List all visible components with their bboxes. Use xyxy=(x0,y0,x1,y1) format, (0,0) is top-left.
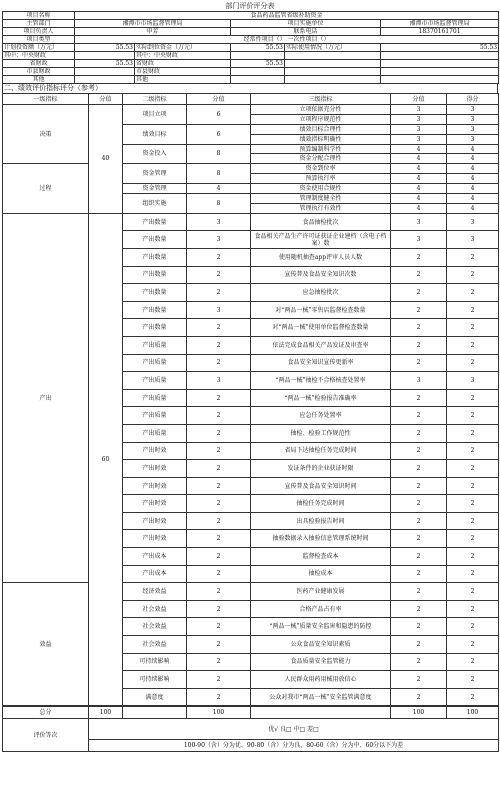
got-cell: 2 xyxy=(447,248,499,266)
s3-cell: 4 xyxy=(391,174,447,184)
group-decision: 决策 xyxy=(3,105,89,164)
l2-cell: 产出数量 xyxy=(123,266,187,284)
l2-cell: 可持续影响 xyxy=(123,671,187,689)
l3-cell: 医药产业健康发展 xyxy=(251,583,391,601)
s2-cell: 2 xyxy=(187,319,251,337)
s2-cell: 8 xyxy=(187,164,251,184)
got-cell: 4 xyxy=(447,174,499,184)
got-cell: 3 xyxy=(447,213,499,231)
s3-cell: 2 xyxy=(391,389,447,407)
s2-cell: 3 xyxy=(187,213,251,231)
s3-cell: 2 xyxy=(391,266,447,284)
page-title: 部门评价评分表 xyxy=(225,2,275,10)
l3-cell: 出具检验报告时间 xyxy=(251,512,391,530)
s3-cell: 2 xyxy=(391,354,447,372)
s2-cell: 2 xyxy=(187,477,251,495)
got-cell: 4 xyxy=(447,194,499,204)
s3-cell: 2 xyxy=(391,565,447,583)
s3-cell: 2 xyxy=(391,460,447,478)
s3-cell: 2 xyxy=(391,548,447,566)
s2-cell: 3 xyxy=(187,372,251,390)
l3-cell: 对“两品一械”使用单位监督检查数量 xyxy=(251,319,391,337)
table-header xyxy=(3,94,499,105)
l3-cell: 使用随机抽查app评审人员人数 xyxy=(251,248,391,266)
got-cell: 2 xyxy=(447,495,499,513)
got-cell: 4 xyxy=(447,154,499,164)
l3-cell: 食品相关产品生产许可证获证企业建档（含电子档案）数 xyxy=(251,231,391,249)
l3-cell: 合格产品占有率 xyxy=(251,600,391,618)
grade-options: 优√ 良□ 中□ 差□ xyxy=(89,719,499,740)
l3-cell: 抽检、检验工作规范性 xyxy=(251,424,391,442)
l2-cell: 产出时效 xyxy=(123,530,187,548)
l2-cell: 经济效益 xyxy=(123,583,187,601)
l3-cell: 监督检查成本 xyxy=(251,548,391,566)
l2-cell: 社会效益 xyxy=(123,600,187,618)
s3-cell: 2 xyxy=(391,248,447,266)
dept-value: 湘潭市市场监督管理局 xyxy=(75,20,231,28)
l3-cell: 资金分配合理性 xyxy=(251,154,391,164)
got-cell: 4 xyxy=(447,164,499,174)
grade-label: 评价等次 xyxy=(3,719,89,752)
prov-value: 55.53 xyxy=(75,60,135,68)
l2-cell: 绩效目标 xyxy=(123,124,187,144)
s3-cell: 3 xyxy=(391,134,447,144)
got-cell: 2 xyxy=(447,354,499,372)
l3-cell: 食品安全知识宣传更新率 xyxy=(251,354,391,372)
got-cell: 3 xyxy=(447,114,499,124)
group-process: 过程 xyxy=(3,164,89,213)
s3-cell: 3 xyxy=(391,372,447,390)
l2-cell: 产出质量 xyxy=(123,372,187,390)
got-cell: 2 xyxy=(447,618,499,636)
l3-cell: 应急任务处置率 xyxy=(251,407,391,425)
phone-label: 联系电话 xyxy=(231,28,381,36)
header-got: 得分 xyxy=(447,94,499,105)
group-effect: 效益 xyxy=(3,583,89,706)
s3-cell: 3 xyxy=(391,114,447,124)
s3-cell: 2 xyxy=(391,653,447,671)
l2-cell: 产出质量 xyxy=(123,336,187,354)
l3-cell: 发证条件的企业获证时限 xyxy=(251,460,391,478)
got-cell: 3 xyxy=(447,231,499,249)
s2-cell: 2 xyxy=(187,671,251,689)
l3-cell: 管理执行有效性 xyxy=(251,203,391,213)
s2-cell: 2 xyxy=(187,389,251,407)
got-cell: 3 xyxy=(447,134,499,144)
l2-cell: 组织实施 xyxy=(123,194,187,214)
got-cell: 4 xyxy=(447,203,499,213)
l2-cell: 产出数量 xyxy=(123,248,187,266)
other-label-2: 其他 xyxy=(135,76,231,84)
s2-cell: 6 xyxy=(187,124,251,144)
s2-cell: 2 xyxy=(187,618,251,636)
s3-cell: 3 xyxy=(391,231,447,249)
got-cell: 2 xyxy=(447,407,499,425)
usage-label: 实际使用情况（万元） xyxy=(285,44,381,52)
prov-label-2: 省财政 xyxy=(135,60,231,68)
s2-cell: 2 xyxy=(187,530,251,548)
l2-cell: 产出质量 xyxy=(123,354,187,372)
s3-cell: 3 xyxy=(391,105,447,115)
total-got: 100 xyxy=(447,707,499,719)
got-cell: 2 xyxy=(447,671,499,689)
s3-cell: 4 xyxy=(391,144,447,154)
got-cell: 2 xyxy=(447,600,499,618)
header-score: 分值 xyxy=(89,94,123,105)
header-score3: 分值 xyxy=(391,94,447,105)
s2-cell: 2 xyxy=(187,688,251,706)
l3-cell: 人民群众用药用械用放信心 xyxy=(251,671,391,689)
l3-cell: 抽检成本 xyxy=(251,565,391,583)
l2-cell: 产出时效 xyxy=(123,512,187,530)
s3-cell: 2 xyxy=(391,618,447,636)
leader-value: 申芳 xyxy=(75,28,231,36)
l2-cell: 社会效益 xyxy=(123,636,187,654)
header-score2: 分值 xyxy=(187,94,251,105)
s3-cell: 2 xyxy=(391,407,447,425)
l2-cell: 产出数量 xyxy=(123,213,187,231)
l2-cell: 产出质量 xyxy=(123,424,187,442)
group-score-60: 60 xyxy=(89,213,123,706)
total-score-1: 100 xyxy=(89,707,123,719)
l3-cell: 预算执行率 xyxy=(251,174,391,184)
s2-cell: 4 xyxy=(187,184,251,194)
s3-cell: 2 xyxy=(391,600,447,618)
s3-cell: 2 xyxy=(391,284,447,302)
l2-cell: 满意度 xyxy=(123,688,187,706)
s3-cell: 4 xyxy=(391,164,447,174)
l2-cell: 产出成本 xyxy=(123,565,187,583)
prov-value-2: 55.53 xyxy=(231,60,285,68)
l3-cell: 宣传普及食品安全知识次数 xyxy=(251,266,391,284)
table-row xyxy=(3,105,499,115)
l2-cell: 产出数量 xyxy=(123,231,187,249)
got-cell: 4 xyxy=(447,184,499,194)
s3-cell: 3 xyxy=(391,124,447,134)
s2-cell: 8 xyxy=(187,194,251,214)
s3-cell: 4 xyxy=(391,184,447,194)
s2-cell: 2 xyxy=(187,636,251,654)
l2-cell: 产出质量 xyxy=(123,389,187,407)
l3-cell: 抽验数据录入抽验信息管理系统时间 xyxy=(251,530,391,548)
got-cell: 2 xyxy=(447,512,499,530)
s3-cell: 2 xyxy=(391,477,447,495)
type-label: 项目类型 xyxy=(3,36,75,44)
l2-cell: 产出数量 xyxy=(123,284,187,302)
got-cell: 2 xyxy=(447,389,499,407)
l3-cell: 立项依据充分性 xyxy=(251,105,391,115)
l3-cell: 食品质量安全监管能力 xyxy=(251,653,391,671)
s2-cell: 8 xyxy=(187,144,251,164)
s2-cell: 3 xyxy=(187,301,251,319)
l3-cell: 绩效指标明确性 xyxy=(251,134,391,144)
s3-cell: 4 xyxy=(391,154,447,164)
s3-cell: 2 xyxy=(391,636,447,654)
leader-label: 项目负责人 xyxy=(3,28,75,36)
actual-value: 55.53 xyxy=(231,44,285,52)
l2-cell: 产出成本 xyxy=(123,548,187,566)
l2-cell: 项目立项 xyxy=(123,105,187,125)
type-value: 经常性项目（） 一次性项目（） xyxy=(75,36,499,44)
l3-cell: 食品抽检批次 xyxy=(251,213,391,231)
city-label: 市县财政 xyxy=(3,68,75,76)
l2-cell: 资金管理 xyxy=(123,164,187,184)
got-cell: 2 xyxy=(447,460,499,478)
s3-cell: 2 xyxy=(391,671,447,689)
indicator-table xyxy=(2,93,499,706)
s2-cell: 2 xyxy=(187,248,251,266)
central-label-2: 其中：中央财政 xyxy=(135,52,231,60)
got-cell: 2 xyxy=(447,565,499,583)
got-cell: 2 xyxy=(447,636,499,654)
l3-cell: 抽检任务完成时间 xyxy=(251,495,391,513)
got-cell: 2 xyxy=(447,548,499,566)
l3-cell: 资金使用合规性 xyxy=(251,184,391,194)
s2-cell: 2 xyxy=(187,495,251,513)
s2-cell: 2 xyxy=(187,284,251,302)
plan-value: 55.53 xyxy=(75,44,135,52)
l2-cell: 资金投入 xyxy=(123,144,187,164)
got-cell: 2 xyxy=(447,442,499,460)
got-cell: 2 xyxy=(447,583,499,601)
s3-cell: 2 xyxy=(391,442,447,460)
s2-cell: 2 xyxy=(187,600,251,618)
l3-cell: 对“两品一械”零售店监督检查数量 xyxy=(251,301,391,319)
project-name-label: 项目名称 xyxy=(3,12,75,20)
got-cell: 2 xyxy=(447,653,499,671)
l2-cell: 产出时效 xyxy=(123,495,187,513)
total-score-2: 100 xyxy=(187,707,251,719)
s2-cell: 6 xyxy=(187,105,251,125)
l3-cell: “两品一械”抽检不合格核查处置率 xyxy=(251,372,391,390)
l2-cell: 社会效益 xyxy=(123,618,187,636)
got-cell: 2 xyxy=(447,301,499,319)
plan-label: 计划投资额（万元） xyxy=(3,44,75,52)
got-cell: 3 xyxy=(447,105,499,115)
got-cell: 2 xyxy=(447,266,499,284)
evaluation-sheet xyxy=(2,1,498,801)
l2-cell: 可持续影响 xyxy=(123,653,187,671)
table-row xyxy=(3,583,499,601)
s3-cell: 2 xyxy=(391,424,447,442)
usage-value: 55.53 xyxy=(381,44,499,52)
got-cell: 3 xyxy=(447,372,499,390)
got-cell: 2 xyxy=(447,319,499,337)
group-output: 产出 xyxy=(3,213,89,582)
s2-cell: 2 xyxy=(187,460,251,478)
prov-label: 省财政 xyxy=(3,60,75,68)
l2-cell: 产出数量 xyxy=(123,301,187,319)
header-l2: 二级指标 xyxy=(123,94,187,105)
l3-cell: 预算编制科学性 xyxy=(251,144,391,154)
s3-cell: 4 xyxy=(391,194,447,204)
s2-cell: 3 xyxy=(187,231,251,249)
group-score-40: 40 xyxy=(89,105,123,214)
l3-cell: 公众对我市“两品一械”安全监管满意度 xyxy=(251,688,391,706)
s3-cell: 2 xyxy=(391,495,447,513)
s3-cell: 2 xyxy=(391,301,447,319)
l3-cell: 宣传普及食品安全知识时间 xyxy=(251,477,391,495)
got-cell: 2 xyxy=(447,284,499,302)
l3-cell: “两品一械”质量安全监害和隐患的防控 xyxy=(251,618,391,636)
s2-cell: 2 xyxy=(187,583,251,601)
total-score-3: 100 xyxy=(391,707,447,719)
l3-cell: 绩效目标合理性 xyxy=(251,124,391,134)
project-name: 食品药品监管省级补助资金 xyxy=(75,12,499,20)
got-cell: 2 xyxy=(447,688,499,706)
got-cell: 2 xyxy=(447,477,499,495)
l2-cell: 资金管理 xyxy=(123,184,187,194)
l3-cell: 依法完成食品相关产品发证及审查率 xyxy=(251,336,391,354)
l3-cell: “两品一械”检验报告准确率 xyxy=(251,389,391,407)
s3-cell: 2 xyxy=(391,319,447,337)
project-info-table xyxy=(2,11,499,84)
s2-cell: 2 xyxy=(187,407,251,425)
total-label: 总分 xyxy=(3,707,89,719)
l3-cell: 资金到位率 xyxy=(251,164,391,174)
s3-cell: 3 xyxy=(391,213,447,231)
l2-cell: 产出数量 xyxy=(123,319,187,337)
l3-cell: 管理制度健全性 xyxy=(251,194,391,204)
got-cell: 4 xyxy=(447,144,499,154)
s3-cell: 2 xyxy=(391,336,447,354)
l3-cell: 公众食品安全知识素质 xyxy=(251,636,391,654)
section-heading: 二、绩效评价指标评分（参考） xyxy=(2,84,498,93)
s2-cell: 2 xyxy=(187,442,251,460)
l2-cell: 产出质量 xyxy=(123,407,187,425)
got-cell: 2 xyxy=(447,424,499,442)
got-cell: 2 xyxy=(447,530,499,548)
got-cell: 3 xyxy=(447,124,499,134)
actual-label: 实际到位资金（万元） xyxy=(135,44,231,52)
impl-unit-value: 湘潭市市场监督管理局 xyxy=(381,20,499,28)
s2-cell: 2 xyxy=(187,565,251,583)
s3-cell: 2 xyxy=(391,583,447,601)
header-l1: 一级指标 xyxy=(3,94,89,105)
s3-cell: 2 xyxy=(391,688,447,706)
s2-cell: 2 xyxy=(187,424,251,442)
central-label: 其中：中央财政 xyxy=(3,52,75,60)
l3-cell: 立项程序规范性 xyxy=(251,114,391,124)
grade-row xyxy=(3,719,499,740)
l2-cell: 产出时效 xyxy=(123,442,187,460)
l3-cell: 应急抽检批次 xyxy=(251,284,391,302)
grade-note: 100-90（含）分为优、90-80（含）分为良、80-60（含）分为中、60分以下为差 xyxy=(89,740,499,752)
s2-cell: 2 xyxy=(187,548,251,566)
s2-cell: 2 xyxy=(187,336,251,354)
s2-cell: 2 xyxy=(187,266,251,284)
city-label-2: 市县财政 xyxy=(135,68,231,76)
table-row xyxy=(3,213,499,231)
got-cell: 2 xyxy=(447,336,499,354)
s3-cell: 2 xyxy=(391,530,447,548)
phone-value: 18370161701 xyxy=(381,28,499,36)
s2-cell: 2 xyxy=(187,354,251,372)
l2-cell: 产出时效 xyxy=(123,477,187,495)
summary-table xyxy=(2,706,499,752)
l3-cell: 省局下达抽检任务完成时间 xyxy=(251,442,391,460)
l2-cell: 产出时效 xyxy=(123,460,187,478)
dept-label: 主管部门 xyxy=(3,20,75,28)
s2-cell: 2 xyxy=(187,512,251,530)
impl-unit-label: 项目实施单位 xyxy=(231,20,381,28)
s2-cell: 2 xyxy=(187,653,251,671)
table-row xyxy=(3,164,499,174)
total-row xyxy=(3,707,499,719)
s3-cell: 2 xyxy=(391,512,447,530)
other-label: 其他 xyxy=(3,76,75,84)
s3-cell: 4 xyxy=(391,203,447,213)
header-l3: 三级指标 xyxy=(251,94,391,105)
